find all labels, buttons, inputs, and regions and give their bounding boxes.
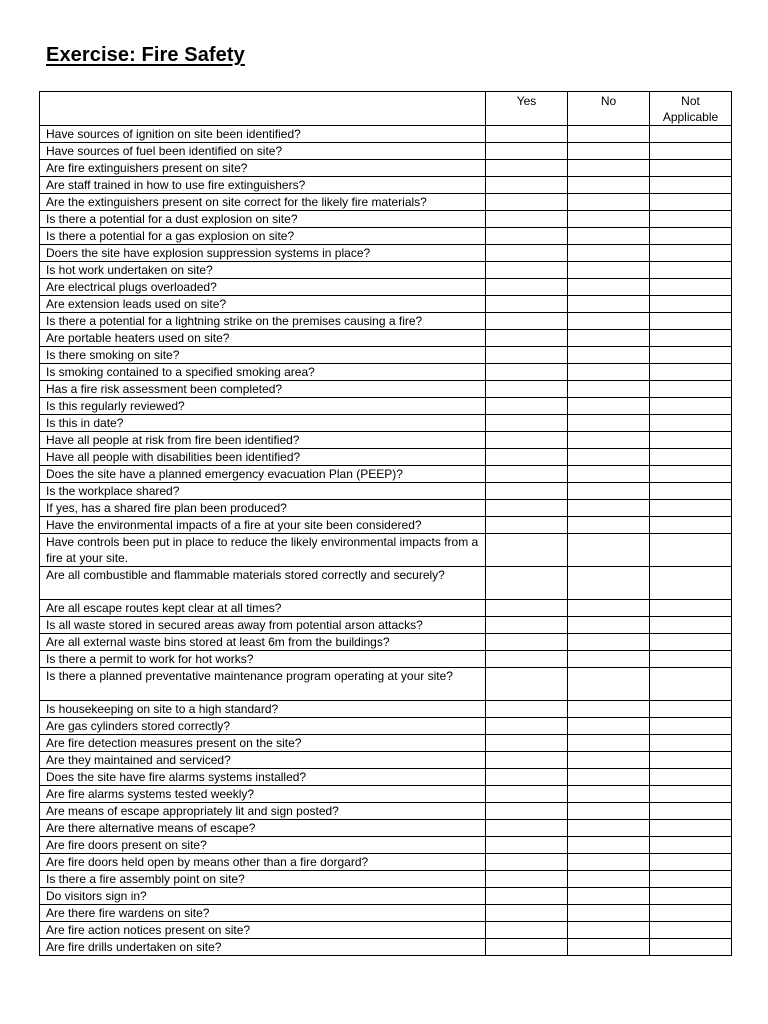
answer-cell-no[interactable] bbox=[568, 245, 650, 262]
answer-cell-yes[interactable] bbox=[486, 228, 568, 245]
answer-cell-no[interactable] bbox=[568, 381, 650, 398]
table-row bbox=[40, 701, 732, 718]
answer-cell-not-applicable[interactable] bbox=[650, 803, 732, 820]
table-row bbox=[40, 939, 732, 956]
answer-cell-not-applicable[interactable] bbox=[650, 381, 732, 398]
answer-cell-not-applicable[interactable] bbox=[650, 279, 732, 296]
answer-cell-not-applicable[interactable] bbox=[650, 567, 732, 600]
table-row bbox=[40, 854, 732, 871]
answer-cell-not-applicable[interactable] bbox=[650, 347, 732, 364]
answer-cell-yes[interactable] bbox=[486, 466, 568, 483]
question-text: Is smoking contained to a specified smoking area? bbox=[40, 364, 486, 381]
answer-cell-no[interactable] bbox=[568, 803, 650, 820]
answer-cell-no[interactable] bbox=[568, 651, 650, 668]
answer-cell-not-applicable[interactable] bbox=[650, 330, 732, 347]
answer-cell-yes[interactable] bbox=[486, 651, 568, 668]
answer-cell-yes[interactable] bbox=[486, 534, 568, 567]
answer-cell-no[interactable] bbox=[568, 517, 650, 534]
answer-cell-not-applicable[interactable] bbox=[650, 262, 732, 279]
table-row bbox=[40, 517, 732, 534]
answer-cell-yes[interactable] bbox=[486, 854, 568, 871]
page-title: Exercise: Fire Safety bbox=[46, 44, 245, 66]
table-row bbox=[40, 432, 732, 449]
table-row bbox=[40, 600, 732, 617]
answer-cell-no[interactable] bbox=[568, 769, 650, 786]
question-text: Is this in date? bbox=[40, 415, 486, 432]
question-text: Is there smoking on site? bbox=[40, 347, 486, 364]
question-text: Is there a planned preventative maintenance program operating at your site? bbox=[40, 668, 486, 701]
answer-cell-not-applicable[interactable] bbox=[650, 651, 732, 668]
table-row bbox=[40, 820, 732, 837]
table-row bbox=[40, 177, 732, 194]
answer-cell-yes[interactable] bbox=[486, 905, 568, 922]
question-text: If yes, has a shared fire plan been produced? bbox=[40, 500, 486, 517]
table-row bbox=[40, 651, 732, 668]
answer-cell-not-applicable[interactable] bbox=[650, 143, 732, 160]
table-row bbox=[40, 483, 732, 500]
answer-cell-yes[interactable] bbox=[486, 296, 568, 313]
answer-cell-no[interactable] bbox=[568, 617, 650, 634]
table-row bbox=[40, 922, 732, 939]
question-text: Are there alternative means of escape? bbox=[40, 820, 486, 837]
answer-cell-no[interactable] bbox=[568, 718, 650, 735]
answer-cell-yes[interactable] bbox=[486, 313, 568, 330]
table-row bbox=[40, 364, 732, 381]
answer-cell-yes[interactable] bbox=[486, 398, 568, 415]
table-row bbox=[40, 449, 732, 466]
question-text: Are all escape routes kept clear at all times? bbox=[40, 600, 486, 617]
question-text: Have all people with disabilities been identified? bbox=[40, 449, 486, 466]
answer-cell-yes[interactable] bbox=[486, 718, 568, 735]
answer-cell-no[interactable] bbox=[568, 939, 650, 956]
answer-cell-yes[interactable] bbox=[486, 279, 568, 296]
answer-cell-no[interactable] bbox=[568, 668, 650, 701]
answer-cell-no[interactable] bbox=[568, 483, 650, 500]
question-text: Is all waste stored in secured areas away from potential arson attacks? bbox=[40, 617, 486, 634]
question-text: Are means of escape appropriately lit and sign posted? bbox=[40, 803, 486, 820]
table-row bbox=[40, 837, 732, 854]
table-row bbox=[40, 871, 732, 888]
question-text: Is there a potential for a lightning strike on the premises causing a fire? bbox=[40, 313, 486, 330]
answer-cell-not-applicable[interactable] bbox=[650, 600, 732, 617]
question-text: Are extension leads used on site? bbox=[40, 296, 486, 313]
table-row bbox=[40, 534, 732, 567]
answer-cell-yes[interactable] bbox=[486, 483, 568, 500]
table-row bbox=[40, 126, 732, 143]
fire-safety-checklist-table bbox=[39, 91, 732, 956]
answer-cell-not-applicable[interactable] bbox=[650, 313, 732, 330]
answer-cell-not-applicable[interactable] bbox=[650, 786, 732, 803]
table-row bbox=[40, 617, 732, 634]
table-row bbox=[40, 245, 732, 262]
answer-cell-not-applicable[interactable] bbox=[650, 871, 732, 888]
question-text: Are fire doors present on site? bbox=[40, 837, 486, 854]
question-text: Are fire extinguishers present on site? bbox=[40, 160, 486, 177]
header-question bbox=[40, 92, 486, 126]
question-text: Is there a permit to work for hot works? bbox=[40, 651, 486, 668]
question-text: Have sources of ignition on site been identified? bbox=[40, 126, 486, 143]
answer-cell-not-applicable[interactable] bbox=[650, 364, 732, 381]
answer-cell-yes[interactable] bbox=[486, 634, 568, 651]
answer-cell-yes[interactable] bbox=[486, 449, 568, 466]
answer-cell-not-applicable[interactable] bbox=[650, 534, 732, 567]
table-row bbox=[40, 634, 732, 651]
table-row bbox=[40, 769, 732, 786]
table-row bbox=[40, 347, 732, 364]
answer-cell-no[interactable] bbox=[568, 905, 650, 922]
table-row bbox=[40, 143, 732, 160]
answer-cell-yes[interactable] bbox=[486, 600, 568, 617]
table-row bbox=[40, 905, 732, 922]
question-text: Are electrical plugs overloaded? bbox=[40, 279, 486, 296]
answer-cell-not-applicable[interactable] bbox=[650, 398, 732, 415]
answer-cell-no[interactable] bbox=[568, 466, 650, 483]
table-row bbox=[40, 313, 732, 330]
question-text: Is there a potential for a dust explosion on site? bbox=[40, 211, 486, 228]
table-row bbox=[40, 160, 732, 177]
answer-cell-not-applicable[interactable] bbox=[650, 483, 732, 500]
answer-cell-yes[interactable] bbox=[486, 177, 568, 194]
answer-cell-not-applicable[interactable] bbox=[650, 466, 732, 483]
header-no: No bbox=[568, 92, 650, 126]
question-text: Are there fire wardens on site? bbox=[40, 905, 486, 922]
answer-cell-not-applicable[interactable] bbox=[650, 500, 732, 517]
question-text: Are staff trained in how to use fire extinguishers? bbox=[40, 177, 486, 194]
answer-cell-no[interactable] bbox=[568, 786, 650, 803]
answer-cell-yes[interactable] bbox=[486, 617, 568, 634]
answer-cell-yes[interactable] bbox=[486, 820, 568, 837]
answer-cell-yes[interactable] bbox=[486, 939, 568, 956]
header-yes: Yes bbox=[486, 92, 568, 126]
question-text: Are the extinguishers present on site correct for the likely fire materials? bbox=[40, 194, 486, 211]
answer-cell-yes[interactable] bbox=[486, 194, 568, 211]
answer-cell-not-applicable[interactable] bbox=[650, 939, 732, 956]
answer-cell-no[interactable] bbox=[568, 820, 650, 837]
answer-cell-yes[interactable] bbox=[486, 415, 568, 432]
table-row bbox=[40, 398, 732, 415]
answer-cell-not-applicable[interactable] bbox=[650, 245, 732, 262]
answer-cell-yes[interactable] bbox=[486, 735, 568, 752]
answer-cell-no[interactable] bbox=[568, 500, 650, 517]
table-row bbox=[40, 718, 732, 735]
question-text: Do visitors sign in? bbox=[40, 888, 486, 905]
table-row bbox=[40, 381, 732, 398]
question-text: Have all people at risk from fire been identified? bbox=[40, 432, 486, 449]
table-row bbox=[40, 211, 732, 228]
question-text: Have sources of fuel been identified on site? bbox=[40, 143, 486, 160]
answer-cell-not-applicable[interactable] bbox=[650, 449, 732, 466]
table-row bbox=[40, 786, 732, 803]
answer-cell-yes[interactable] bbox=[486, 803, 568, 820]
answer-cell-no[interactable] bbox=[568, 211, 650, 228]
answer-cell-yes[interactable] bbox=[486, 381, 568, 398]
answer-cell-no[interactable] bbox=[568, 296, 650, 313]
header-not-applicable: Not Applicable bbox=[650, 92, 732, 126]
answer-cell-yes[interactable] bbox=[486, 160, 568, 177]
question-text: Is housekeeping on site to a high standard? bbox=[40, 701, 486, 718]
answer-cell-not-applicable[interactable] bbox=[650, 854, 732, 871]
question-text: Have controls been put in place to reduce the likely environmental impacts from a fire at your site. bbox=[40, 534, 486, 567]
table-row bbox=[40, 262, 732, 279]
answer-cell-not-applicable[interactable] bbox=[650, 194, 732, 211]
question-text: Is hot work undertaken on site? bbox=[40, 262, 486, 279]
answer-cell-not-applicable[interactable] bbox=[650, 160, 732, 177]
answer-cell-no[interactable] bbox=[568, 313, 650, 330]
answer-cell-no[interactable] bbox=[568, 837, 650, 854]
answer-cell-no[interactable] bbox=[568, 347, 650, 364]
table-row bbox=[40, 567, 732, 600]
answer-cell-not-applicable[interactable] bbox=[650, 668, 732, 701]
answer-cell-no[interactable] bbox=[568, 871, 650, 888]
answer-cell-not-applicable[interactable] bbox=[650, 432, 732, 449]
answer-cell-not-applicable[interactable] bbox=[650, 888, 732, 905]
answer-cell-no[interactable] bbox=[568, 177, 650, 194]
answer-cell-no[interactable] bbox=[568, 330, 650, 347]
answer-cell-yes[interactable] bbox=[486, 871, 568, 888]
answer-cell-no[interactable] bbox=[568, 194, 650, 211]
answer-cell-not-applicable[interactable] bbox=[650, 211, 732, 228]
answer-cell-yes[interactable] bbox=[486, 262, 568, 279]
answer-cell-yes[interactable] bbox=[486, 752, 568, 769]
question-text: Are all external waste bins stored at least 6m from the buildings? bbox=[40, 634, 486, 651]
answer-cell-no[interactable] bbox=[568, 701, 650, 718]
answer-cell-yes[interactable] bbox=[486, 701, 568, 718]
answer-cell-not-applicable[interactable] bbox=[650, 415, 732, 432]
table-row bbox=[40, 668, 732, 701]
table-row bbox=[40, 228, 732, 245]
answer-cell-not-applicable[interactable] bbox=[650, 922, 732, 939]
answer-cell-yes[interactable] bbox=[486, 769, 568, 786]
answer-cell-no[interactable] bbox=[568, 634, 650, 651]
answer-cell-not-applicable[interactable] bbox=[650, 701, 732, 718]
table-row bbox=[40, 803, 732, 820]
answer-cell-not-applicable[interactable] bbox=[650, 617, 732, 634]
answer-cell-no[interactable] bbox=[568, 752, 650, 769]
answer-cell-no[interactable] bbox=[568, 449, 650, 466]
answer-cell-not-applicable[interactable] bbox=[650, 296, 732, 313]
question-text: Is there a potential for a gas explosion on site? bbox=[40, 228, 486, 245]
question-text: Is this regularly reviewed? bbox=[40, 398, 486, 415]
answer-cell-yes[interactable] bbox=[486, 567, 568, 600]
answer-cell-not-applicable[interactable] bbox=[650, 752, 732, 769]
answer-cell-not-applicable[interactable] bbox=[650, 517, 732, 534]
answer-cell-no[interactable] bbox=[568, 279, 650, 296]
question-text: Are fire alarms systems tested weekly? bbox=[40, 786, 486, 803]
table-row bbox=[40, 500, 732, 517]
answer-cell-yes[interactable] bbox=[486, 786, 568, 803]
table-row bbox=[40, 888, 732, 905]
question-text: Does the site have fire alarms systems installed? bbox=[40, 769, 486, 786]
table-row bbox=[40, 735, 732, 752]
answer-cell-no[interactable] bbox=[568, 600, 650, 617]
answer-cell-not-applicable[interactable] bbox=[650, 177, 732, 194]
table-row bbox=[40, 415, 732, 432]
question-text: Are fire detection measures present on the site? bbox=[40, 735, 486, 752]
answer-cell-yes[interactable] bbox=[486, 364, 568, 381]
answer-cell-no[interactable] bbox=[568, 735, 650, 752]
question-text: Has a fire risk assessment been completed? bbox=[40, 381, 486, 398]
answer-cell-no[interactable] bbox=[568, 160, 650, 177]
table-row bbox=[40, 330, 732, 347]
answer-cell-yes[interactable] bbox=[486, 245, 568, 262]
answer-cell-no[interactable] bbox=[568, 432, 650, 449]
answer-cell-not-applicable[interactable] bbox=[650, 634, 732, 651]
answer-cell-no[interactable] bbox=[568, 126, 650, 143]
question-text: Are gas cylinders stored correctly? bbox=[40, 718, 486, 735]
answer-cell-yes[interactable] bbox=[486, 126, 568, 143]
answer-cell-yes[interactable] bbox=[486, 837, 568, 854]
answer-cell-not-applicable[interactable] bbox=[650, 820, 732, 837]
answer-cell-not-applicable[interactable] bbox=[650, 126, 732, 143]
answer-cell-yes[interactable] bbox=[486, 888, 568, 905]
answer-cell-yes[interactable] bbox=[486, 211, 568, 228]
table-row bbox=[40, 194, 732, 211]
answer-cell-no[interactable] bbox=[568, 854, 650, 871]
answer-cell-yes[interactable] bbox=[486, 143, 568, 160]
table-row bbox=[40, 466, 732, 483]
answer-cell-not-applicable[interactable] bbox=[650, 718, 732, 735]
question-text: Are all combustible and flammable materials stored correctly and securely? bbox=[40, 567, 486, 600]
answer-cell-no[interactable] bbox=[568, 922, 650, 939]
answer-cell-no[interactable] bbox=[568, 228, 650, 245]
answer-cell-not-applicable[interactable] bbox=[650, 735, 732, 752]
answer-cell-yes[interactable] bbox=[486, 517, 568, 534]
question-text: Is the workplace shared? bbox=[40, 483, 486, 500]
table-row bbox=[40, 279, 732, 296]
answer-cell-no[interactable] bbox=[568, 262, 650, 279]
answer-cell-not-applicable[interactable] bbox=[650, 228, 732, 245]
answer-cell-no[interactable] bbox=[568, 364, 650, 381]
question-text: Are fire doors held open by means other than a fire dorgard? bbox=[40, 854, 486, 871]
answer-cell-no[interactable] bbox=[568, 143, 650, 160]
question-text: Have the environmental impacts of a fire at your site been considered? bbox=[40, 517, 486, 534]
answer-cell-no[interactable] bbox=[568, 534, 650, 567]
table-row bbox=[40, 296, 732, 313]
question-text: Are portable heaters used on site? bbox=[40, 330, 486, 347]
answer-cell-yes[interactable] bbox=[486, 432, 568, 449]
answer-cell-no[interactable] bbox=[568, 398, 650, 415]
answer-cell-no[interactable] bbox=[568, 567, 650, 600]
answer-cell-yes[interactable] bbox=[486, 668, 568, 701]
answer-cell-no[interactable] bbox=[568, 415, 650, 432]
answer-cell-not-applicable[interactable] bbox=[650, 905, 732, 922]
answer-cell-yes[interactable] bbox=[486, 347, 568, 364]
question-text: Is there a fire assembly point on site? bbox=[40, 871, 486, 888]
answer-cell-yes[interactable] bbox=[486, 330, 568, 347]
answer-cell-not-applicable[interactable] bbox=[650, 837, 732, 854]
question-text: Doers the site have explosion suppression systems in place? bbox=[40, 245, 486, 262]
table-row bbox=[40, 752, 732, 769]
question-text: Are they maintained and serviced? bbox=[40, 752, 486, 769]
answer-cell-yes[interactable] bbox=[486, 922, 568, 939]
answer-cell-no[interactable] bbox=[568, 888, 650, 905]
question-text: Are fire action notices present on site? bbox=[40, 922, 486, 939]
answer-cell-not-applicable[interactable] bbox=[650, 769, 732, 786]
header-row bbox=[40, 92, 732, 126]
question-text: Are fire drills undertaken on site? bbox=[40, 939, 486, 956]
question-text: Does the site have a planned emergency evacuation Plan (PEEP)? bbox=[40, 466, 486, 483]
answer-cell-yes[interactable] bbox=[486, 500, 568, 517]
